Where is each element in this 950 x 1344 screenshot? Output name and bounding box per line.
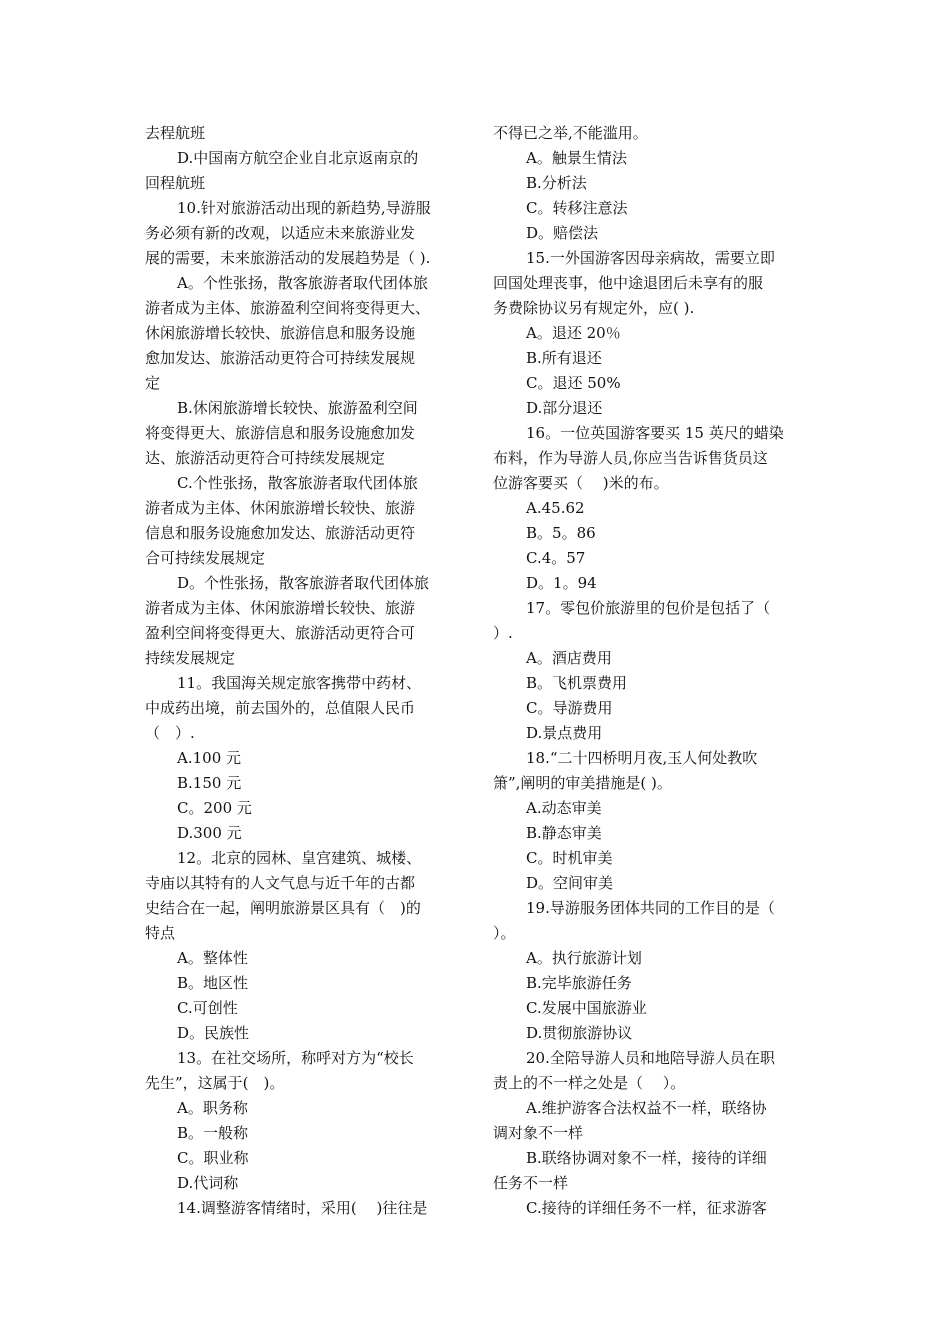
text-line: D.中国南方航空企业自北京返南京的	[177, 149, 419, 167]
text-line: 任务不一样	[493, 1174, 569, 1192]
text-line: D。个性张扬，散客旅游者取代团体旅	[177, 574, 430, 592]
text-line: B。飞机票费用	[526, 674, 628, 692]
text-line: 达、旅游活动更符合可持续发展规定	[145, 449, 386, 467]
text-line: B.所有退还	[526, 349, 602, 367]
text-line: D。赔偿法	[526, 224, 599, 242]
text-line: C.接待的详细任务不一样，征求游客	[526, 1199, 767, 1217]
text-line: C。导游费用	[526, 699, 613, 717]
text-line: 将变得更大、旅游信息和服务设施愈加发	[145, 424, 416, 442]
text-line: A。职务称	[177, 1099, 248, 1117]
text-line: 特点	[145, 924, 176, 942]
text-line: C。退还 50%	[526, 374, 621, 392]
text-line: 13。在社交场所，称呼对方为“校长	[177, 1049, 414, 1067]
text-line: D。民族性	[177, 1024, 250, 1042]
text-line: A。退还 20％	[526, 324, 621, 342]
text-line: ）.	[493, 624, 513, 642]
text-line: ）。	[493, 924, 516, 942]
text-line: 展的需要，未来旅游活动的发展趋势是（ ).	[145, 249, 431, 267]
text-line: 游者成为主体、旅游盈利空间将变得更大、	[145, 299, 431, 317]
text-line: 定	[145, 374, 161, 392]
text-line: A。触景生情法	[526, 149, 627, 167]
text-line: B.联络协调对象不一样，接待的详细	[526, 1149, 767, 1167]
text-line: 11。我国海关规定旅客携带中药材、	[177, 674, 422, 692]
text-line: 19.导游服务团体共同的工作目的是（	[526, 899, 775, 917]
text-line: C。转移注意法	[526, 199, 628, 217]
text-line: B。一般称	[177, 1124, 249, 1142]
text-line: 回国处理丧事，他中途退团后未享有的服	[493, 274, 764, 292]
text-line: D。1。94	[526, 574, 597, 592]
text-line: 愈加发达、旅游活动更符合可持续发展规	[145, 349, 416, 367]
left-text-column	[145, 121, 463, 1221]
text-line: 先生”，这属于( )。	[145, 1074, 285, 1092]
text-line: D.贯彻旅游协议	[526, 1024, 633, 1042]
text-line: 游者成为主体、休闲旅游增长较快、旅游	[145, 599, 416, 617]
text-line: 游者成为主体、休闲旅游增长较快、旅游	[145, 499, 416, 517]
text-line: B。地区性	[177, 974, 249, 992]
text-line: A。整体性	[177, 949, 248, 967]
text-line: C.发展中国旅游业	[526, 999, 647, 1017]
text-line: B.150 元	[177, 774, 242, 792]
text-line: C。200 元	[177, 799, 252, 817]
text-line: D.300 元	[177, 824, 242, 842]
text-line: 合可持续发展规定	[145, 549, 266, 567]
text-line: 18.“二十四桥明月夜,玉人何处教吹	[526, 749, 758, 767]
text-line: 责上的不一样之处是（ ）。	[493, 1074, 686, 1092]
text-line: 信息和服务设施愈加发达、旅游活动更符	[145, 524, 416, 542]
text-line: 不得已之举,不能滥用。	[493, 124, 648, 142]
text-line: C.4。57	[526, 549, 586, 567]
text-line: A。执行旅游计划	[526, 949, 642, 967]
text-line: 箫”,阐明的审美措施是( )。	[493, 774, 672, 792]
text-line: （ ）.	[145, 724, 195, 742]
text-line: 15.一外国游客因母亲病故，需要立即	[526, 249, 775, 267]
text-line: C.个性张扬，散客旅游者取代团体旅	[177, 474, 418, 492]
text-line: C.可创性	[177, 999, 238, 1017]
text-line: 布料，作为导游人员,你应当告诉售货员这	[493, 449, 768, 467]
text-line: C。时机审美	[526, 849, 613, 867]
text-line: 位游客要买（ )米的布。	[493, 474, 669, 492]
text-line: 务必须有新的改观，以适应未来旅游业发	[145, 224, 416, 242]
text-line: 回程航班	[145, 174, 206, 192]
text-line: D。空间审美	[526, 874, 614, 892]
text-line: C。职业称	[177, 1149, 249, 1167]
text-line: 盈利空间将变得更大、旅游活动更符合可	[145, 624, 416, 642]
text-line: 寺庙以其特有的人文气息与近千年的古都	[145, 874, 416, 892]
text-line: 14.调整游客情绪时，采用( )往往是	[177, 1199, 428, 1217]
text-line: 休闲旅游增长较快、旅游信息和服务设施	[145, 324, 416, 342]
text-line: A.动态审美	[526, 799, 602, 817]
text-line: B.休闲旅游增长较快、旅游盈利空间	[177, 399, 418, 417]
text-line: D.代词称	[177, 1174, 239, 1192]
text-line: 去程航班	[145, 124, 206, 142]
text-line: D.景点费用	[526, 724, 603, 742]
text-line: 12。北京的园林、皇宫建筑、城楼、	[177, 849, 422, 867]
text-line: A.维护游客合法权益不一样，联络协	[526, 1099, 767, 1117]
text-line: 16。一位英国游客要买 15 英尺的蜡染	[526, 424, 784, 442]
text-line: 调对象不一样	[493, 1124, 584, 1142]
text-line: A.100 元	[177, 749, 241, 767]
text-line: B.静态审美	[526, 824, 602, 842]
text-line: 务费除协议另有规定外，应( ).	[493, 299, 695, 317]
text-line: B.完毕旅游任务	[526, 974, 632, 992]
text-line: A。个性张扬，散客旅游者取代团体旅	[177, 274, 428, 292]
text-line: 持续发展规定	[145, 649, 236, 667]
right-text-column	[493, 121, 811, 1221]
text-line: 20.全陪导游人员和地陪导游人员在职	[526, 1049, 775, 1067]
text-line: B。5。86	[526, 524, 596, 542]
text-line: 史结合在一起，阐明旅游景区具有（ )的	[145, 899, 421, 917]
text-line: 中成药出境，前去国外的，总值限人民币	[145, 699, 416, 717]
text-line: A。酒店费用	[526, 649, 612, 667]
text-line: 10.针对旅游活动出现的新趋势,导游服	[177, 199, 431, 217]
text-line: 17。零包价旅游里的包价是包括了（	[526, 599, 771, 617]
text-line: A.45.62	[526, 499, 585, 517]
text-line: D.部分退还	[526, 399, 603, 417]
text-line: B.分析法	[526, 174, 587, 192]
